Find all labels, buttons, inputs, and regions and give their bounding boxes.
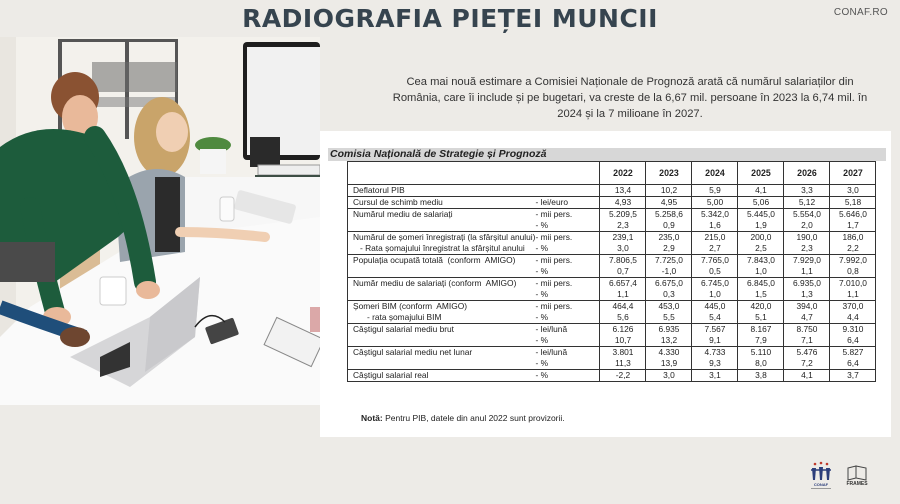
row-unit-line: - mii pers. — [535, 209, 573, 219]
value-cell — [600, 197, 646, 209]
row-label-line — [351, 289, 535, 300]
row-unit-line: - % — [535, 370, 549, 380]
row-label-line: Șomeri BIM (conform AMIGO) — [353, 301, 468, 311]
value-line: 5,5 — [663, 312, 675, 322]
value-cell — [830, 347, 876, 370]
year-header: 2027 — [830, 162, 876, 185]
value-line: 186,0 — [842, 232, 864, 242]
row-label — [348, 185, 536, 197]
value-cell — [692, 209, 738, 232]
value-cell — [646, 185, 692, 197]
value-cell — [646, 232, 692, 255]
value-line: 453,0 — [658, 301, 680, 311]
table-row — [348, 209, 876, 232]
value-cell — [784, 301, 830, 324]
table-row — [348, 370, 876, 382]
value-cell — [738, 185, 784, 197]
partner-logos — [808, 460, 880, 492]
forecast-table — [347, 161, 876, 382]
value-line: 1,1 — [847, 289, 859, 299]
value-cell — [738, 278, 784, 301]
value-cell — [600, 301, 646, 324]
value-line: 370,0 — [842, 301, 864, 311]
value-cell — [646, 278, 692, 301]
value-line: 7.806,5 — [608, 255, 637, 265]
row-label — [348, 347, 536, 370]
value-line: 7.843,0 — [746, 255, 775, 265]
table-header-row — [348, 162, 876, 185]
row-label-line: Populația ocupată totală (conform AMIGO) — [353, 255, 516, 265]
value-cell — [738, 209, 784, 232]
value-cell — [692, 301, 738, 324]
value-line: 4,1 — [755, 185, 767, 195]
header-empty-unit — [535, 162, 600, 185]
value-line: 6.935,0 — [792, 278, 821, 288]
row-unit-line: - lei/lună — [535, 347, 568, 357]
row-label — [348, 255, 536, 278]
value-line: 5.258,6 — [654, 209, 683, 219]
value-line: 6.845,0 — [746, 278, 775, 288]
value-line: 11,3 — [615, 358, 631, 368]
value-cell — [784, 197, 830, 209]
value-line: 9,3 — [709, 358, 721, 368]
year-header: 2024 — [692, 162, 738, 185]
page-title: RADIOGRAFIA PIEȚEI MUNCII — [242, 4, 658, 33]
value-line: 13,2 — [660, 335, 678, 345]
value-cell — [646, 324, 692, 347]
value-line: 3,0 — [617, 243, 629, 253]
value-line: 5,6 — [617, 312, 629, 322]
row-label-line: - Rata șomajului înregistrat la sfârșitul anului — [353, 243, 525, 253]
value-cell — [738, 255, 784, 278]
value-line: 5.445,0 — [746, 209, 775, 219]
row-label-line: Câștigul salarial real — [353, 370, 429, 380]
value-line: 394,0 — [796, 301, 818, 311]
value-line: 1,9 — [755, 220, 767, 230]
value-cell — [830, 197, 876, 209]
value-line: 6.657,4 — [608, 278, 637, 288]
value-cell — [830, 370, 876, 382]
value-line: 9.310 — [842, 324, 864, 334]
row-label-line — [351, 358, 535, 369]
value-line: 7.725,0 — [654, 255, 683, 265]
office-photo — [0, 37, 320, 405]
year-header: 2025 — [738, 162, 784, 185]
value-line: 3.801 — [612, 347, 634, 357]
site-name[interactable]: CONAF.RO — [833, 7, 888, 18]
value-cell — [646, 255, 692, 278]
row-unit-line: - % — [535, 289, 549, 299]
row-label — [348, 370, 536, 382]
value-cell — [830, 232, 876, 255]
table-row — [348, 197, 876, 209]
value-line: 1,0 — [709, 289, 721, 299]
row-label-line — [351, 266, 535, 277]
value-line: 6.935 — [658, 324, 680, 334]
row-unit — [535, 209, 600, 232]
row-unit — [535, 185, 600, 197]
year-header: 2022 — [600, 162, 646, 185]
table-row — [348, 278, 876, 301]
value-cell — [646, 209, 692, 232]
value-line: 7.992,0 — [838, 255, 867, 265]
value-cell — [692, 370, 738, 382]
row-label — [348, 232, 536, 255]
value-cell — [646, 347, 692, 370]
value-line: 8,0 — [755, 358, 767, 368]
note-label: Notă: — [361, 413, 383, 423]
row-unit-line: - mii pers. — [535, 278, 573, 288]
value-line: 7,9 — [755, 335, 767, 345]
value-cell — [784, 370, 830, 382]
intro-paragraph: Cea mai nouă estimare a Comisiei Naționale de Prognoză arată că numărul salariaților din România, care îi include și pe bugetari, va creste de la 6,67 mil. persoane în 2023 la 6,74 mil. în 2024 și la 7 milioane în 2027. — [392, 76, 868, 120]
row-unit — [535, 347, 600, 370]
value-line: 464,4 — [612, 301, 634, 311]
value-line: 4,95 — [660, 197, 678, 207]
value-cell — [600, 370, 646, 382]
value-cell — [784, 232, 830, 255]
value-cell — [784, 209, 830, 232]
value-cell — [830, 209, 876, 232]
value-line: 5.646,0 — [838, 209, 867, 219]
value-line: 10,2 — [660, 185, 678, 195]
value-line: 5.342,0 — [700, 209, 729, 219]
value-cell — [830, 255, 876, 278]
row-label-line: Număr mediu de salariați (conform AMIGO) — [353, 278, 517, 288]
row-unit — [535, 232, 600, 255]
value-line: 2,0 — [801, 220, 813, 230]
value-line: 6,4 — [847, 358, 859, 368]
row-unit-line: - % — [535, 266, 549, 276]
row-unit-line: - mii pers. — [535, 301, 573, 311]
value-line: 0,9 — [663, 220, 675, 230]
row-unit — [535, 370, 600, 382]
value-line: 2,9 — [663, 243, 675, 253]
row-unit-line: - % — [535, 220, 549, 230]
row-unit — [535, 255, 600, 278]
value-line: -2,2 — [615, 370, 631, 380]
value-line: 5,4 — [709, 312, 721, 322]
frames-logo — [846, 466, 868, 487]
value-cell — [646, 301, 692, 324]
value-cell — [830, 185, 876, 197]
value-line: 1,0 — [755, 266, 767, 276]
row-unit-line: - % — [535, 335, 549, 345]
table-row — [348, 185, 876, 197]
value-line: 1,6 — [709, 220, 721, 230]
row-label-line — [351, 220, 535, 231]
frames-logo-text: FRAMES — [846, 481, 868, 487]
value-cell — [738, 347, 784, 370]
row-label — [348, 301, 536, 324]
value-line: 2,3 — [617, 220, 629, 230]
value-cell — [830, 278, 876, 301]
value-line: 200,0 — [750, 232, 772, 242]
value-line: 445,0 — [704, 301, 726, 311]
value-line: 235,0 — [658, 232, 680, 242]
value-line: 4,7 — [801, 312, 813, 322]
row-label — [348, 278, 536, 301]
value-line: 9,1 — [709, 335, 721, 345]
table-row — [348, 347, 876, 370]
value-line: 4,1 — [801, 370, 813, 380]
value-line: 2,2 — [847, 243, 859, 253]
value-line: 4,93 — [614, 197, 632, 207]
row-label-line: Cursul de schimb mediu — [353, 197, 443, 207]
value-line: 5.476 — [796, 347, 818, 357]
row-label-line: - rata șomajului BIM — [353, 312, 442, 322]
value-line: 6,4 — [847, 335, 859, 345]
value-cell — [830, 301, 876, 324]
value-line: 5,12 — [798, 197, 816, 207]
value-line: 215,0 — [704, 232, 726, 242]
value-line: 5.209,5 — [608, 209, 637, 219]
value-line: 4.733 — [704, 347, 726, 357]
value-line: 7.929,0 — [792, 255, 821, 265]
row-label-line — [351, 335, 535, 346]
row-unit — [535, 301, 600, 324]
value-line: 5,06 — [752, 197, 770, 207]
row-unit-line — [535, 185, 599, 196]
row-label-line: Deflatorul PIB — [353, 185, 405, 195]
table-note — [361, 413, 565, 423]
value-cell — [692, 324, 738, 347]
value-line: 5,9 — [709, 185, 721, 195]
header-empty-label — [348, 162, 536, 185]
value-line: 2,5 — [755, 243, 767, 253]
row-label — [348, 209, 536, 232]
value-line: 1,1 — [801, 266, 813, 276]
table-row — [348, 301, 876, 324]
value-cell — [738, 197, 784, 209]
row-label-line: Câștigul salarial mediu brut — [353, 324, 455, 334]
value-line: 0,8 — [847, 266, 859, 276]
value-cell — [738, 301, 784, 324]
value-line: 2,3 — [801, 243, 813, 253]
value-cell — [784, 185, 830, 197]
value-cell — [692, 278, 738, 301]
value-line: 1,3 — [801, 289, 813, 299]
value-cell — [738, 324, 784, 347]
value-line: 3,8 — [755, 370, 767, 380]
value-line: 13,4 — [614, 185, 632, 195]
logo-graphics — [808, 460, 880, 492]
value-cell — [830, 324, 876, 347]
value-cell — [600, 209, 646, 232]
value-cell — [646, 370, 692, 382]
row-unit-line: - lei/euro — [535, 197, 569, 207]
value-line: 4.330 — [658, 347, 680, 357]
document-heading: Comisia Națională de Strategie și Prognoză — [328, 148, 886, 161]
value-cell — [784, 347, 830, 370]
value-cell — [738, 370, 784, 382]
value-cell — [738, 232, 784, 255]
value-line: 5,18 — [844, 197, 862, 207]
value-cell — [600, 278, 646, 301]
table-row — [348, 324, 876, 347]
value-line: 5,1 — [755, 312, 767, 322]
value-cell — [600, 324, 646, 347]
value-cell — [600, 347, 646, 370]
value-line: 239,1 — [612, 232, 634, 242]
value-line: 2,7 — [709, 243, 721, 253]
value-line: 3,0 — [663, 370, 675, 380]
value-line: 7.765,0 — [700, 255, 729, 265]
value-cell — [784, 324, 830, 347]
row-unit — [535, 324, 600, 347]
value-line: 13,9 — [660, 358, 678, 368]
value-line: 7,2 — [801, 358, 813, 368]
forecast-document — [320, 131, 891, 437]
value-cell — [784, 255, 830, 278]
row-label — [348, 197, 536, 209]
value-cell — [600, 255, 646, 278]
value-line: 7,1 — [801, 335, 813, 345]
value-line: 10,7 — [614, 335, 632, 345]
row-unit — [535, 197, 600, 209]
value-cell — [692, 232, 738, 255]
value-line: 7.567 — [704, 324, 726, 334]
value-line: 3,7 — [847, 370, 859, 380]
value-line: 8.750 — [796, 324, 818, 334]
value-cell — [600, 232, 646, 255]
value-cell — [646, 197, 692, 209]
value-line: 5.110 — [750, 347, 772, 357]
office-photo-illustration — [0, 37, 320, 405]
value-line: 1,5 — [755, 289, 767, 299]
value-line: 3,3 — [801, 185, 813, 195]
value-line: 5,00 — [706, 197, 724, 207]
value-cell — [692, 347, 738, 370]
row-unit — [535, 278, 600, 301]
row-unit-line: - % — [535, 243, 549, 253]
value-line: -1,0 — [661, 266, 677, 276]
value-line: 6.745,0 — [700, 278, 729, 288]
value-line: 3,1 — [709, 370, 721, 380]
value-line: 4,4 — [847, 312, 859, 322]
note-text: Pentru PIB, datele din anul 2022 sunt provizorii. — [382, 413, 565, 423]
value-line: 5.554,0 — [792, 209, 821, 219]
row-label-line: Numărul mediu de salariați — [353, 209, 453, 219]
value-line: 7.010,0 — [838, 278, 867, 288]
conaf-logo — [811, 462, 831, 489]
conaf-logo-text: CONAF — [813, 482, 829, 487]
value-line: 0,7 — [617, 266, 629, 276]
value-line: 1,7 — [847, 220, 859, 230]
value-cell — [784, 278, 830, 301]
value-line: 1,1 — [617, 289, 629, 299]
value-line: 190,0 — [796, 232, 818, 242]
value-line: 5.827 — [842, 347, 864, 357]
year-header: 2023 — [646, 162, 692, 185]
value-line: 6.126 — [612, 324, 634, 334]
value-line: 0,3 — [663, 289, 675, 299]
value-line: 3,0 — [847, 185, 859, 195]
value-cell — [600, 185, 646, 197]
value-cell — [692, 197, 738, 209]
value-line: 6.675,0 — [654, 278, 683, 288]
table-row — [348, 255, 876, 278]
table-row — [348, 232, 876, 255]
value-line: 0,5 — [709, 266, 721, 276]
value-cell — [692, 255, 738, 278]
row-unit-line: - % — [535, 312, 549, 322]
row-unit-line: - % — [535, 358, 549, 368]
row-unit-line: - lei/lună — [535, 324, 568, 334]
value-line: 420,0 — [750, 301, 772, 311]
value-line: 8.167 — [750, 324, 772, 334]
row-label — [348, 324, 536, 347]
row-label-line: Numărul de șomeri înregistrați (la sfârșitul anului) — [353, 232, 536, 242]
year-header: 2026 — [784, 162, 830, 185]
row-unit-line: - mii pers. — [535, 255, 573, 265]
value-cell — [692, 185, 738, 197]
row-label-line: Câștigul salarial mediu net lunar — [353, 347, 473, 357]
row-unit-line: - mii pers. — [535, 232, 573, 242]
